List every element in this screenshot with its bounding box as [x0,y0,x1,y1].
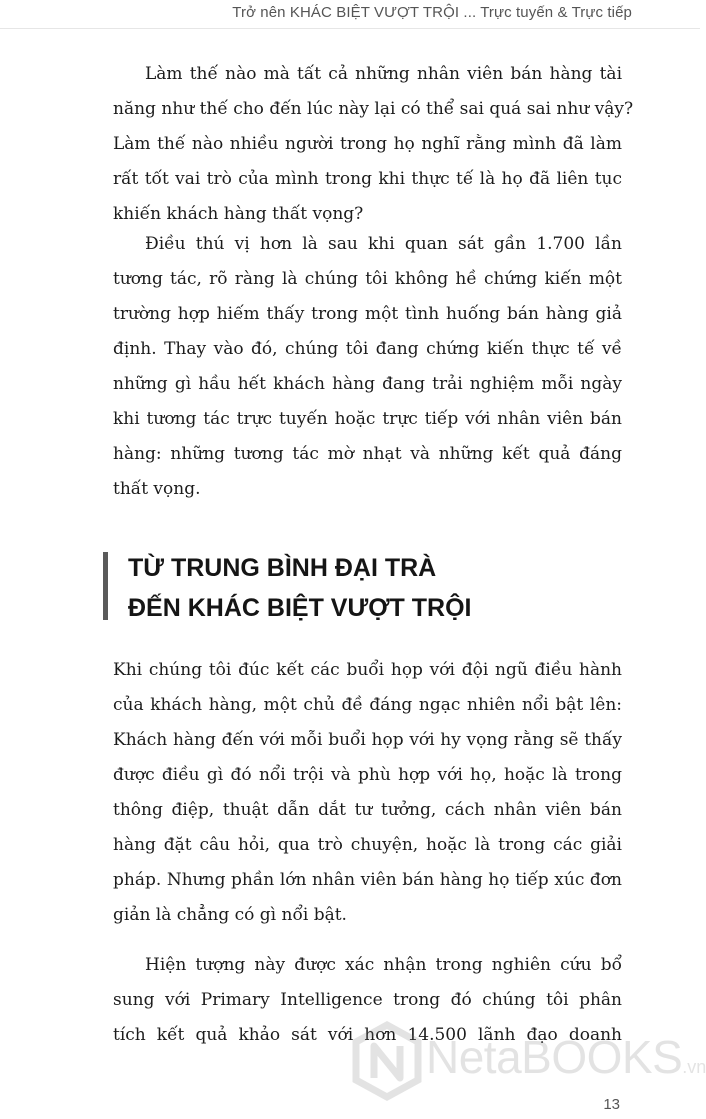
netabooks-logo-icon [352,1022,422,1100]
watermark-text [426,1030,706,1084]
text-line: Điều thú vị hơn là sau khi quan sát gần 1.700 lần [145,234,622,254]
running-header: Trở nên KHÁC BIỆT VƯỢT TRỘI ... Trực tuyến & Trực tiếp [232,4,632,21]
text-line: Làm thế nào nhiều người trong họ nghĩ rằng mình đã làm [113,134,622,154]
text-line: Hiện tượng này được xác nhận trong nghiên cứu bổ [145,955,622,975]
section-heading-line: TỪ TRUNG BÌNH ĐẠI TRÀ [128,554,437,582]
text-line: thông điệp, thuật dẫn dắt tư tưởng, cách nhân viên bán [113,800,622,820]
text-line: Khách hàng đến với mỗi buổi họp với hy vọng rằng sẽ thấy [113,730,622,750]
text-line: Khi chúng tôi đúc kết các buổi họp với đội ngũ điều hành [113,660,622,680]
text-line: rất tốt vai trò của mình trong khi thực tế là họ đã liên tục [113,169,622,189]
text-line: được điều gì đó nổi trội và phù hợp với họ, hoặc là trong [113,765,622,785]
text-line: của khách hàng, một chủ đề đáng ngạc nhiên nổi bật lên: [113,695,622,715]
text-line: thất vọng. [113,479,201,499]
paragraph-2 [113,227,622,507]
text-line: sung với Primary Intelligence trong đó chúng tôi phân [113,990,622,1010]
paragraph-1 [113,57,634,232]
text-line: hàng: những tương tác mờ nhạt và những kết quả đáng [113,444,622,464]
text-line: tích kết quả khảo sát với hơn 14.500 lãnh đạo doanh [113,1025,622,1045]
watermark-name: NetaBOOKS [426,1031,683,1083]
text-line: năng như thế cho đến lúc này lại có thể sai quá sai như vậy? [113,99,634,119]
section-heading-bar [103,552,108,620]
page-number: 13 [603,1096,620,1113]
section-heading [128,548,471,628]
header-divider [0,28,700,29]
text-line: những gì hầu hết khách hàng đang trải nghiệm mỗi ngày [113,374,622,394]
watermark-domain: .vn [682,1057,706,1077]
text-line: giản là chẳng có gì nổi bật. [113,905,347,925]
text-line: pháp. Nhưng phần lớn nhân viên bán hàng họ tiếp xúc đơn [113,870,622,890]
text-line: định. Thay vào đó, chúng tôi đang chứng kiến thực tế về [113,339,622,359]
paragraph-3 [113,653,622,933]
section-heading-line: ĐẾN KHÁC BIỆT VƯỢT TRỘI [128,594,472,622]
text-line: trường hợp hiếm thấy trong một tình huống bán hàng giả [113,304,622,324]
publisher-watermark [352,1022,706,1102]
text-line: tương tác, rõ ràng là chúng tôi không hề chứng kiến một [113,269,622,289]
text-line: hàng đặt câu hỏi, qua trò chuyện, hoặc là trong các giải [113,835,622,855]
text-line: Làm thế nào mà tất cả những nhân viên bán hàng tài [145,64,622,84]
text-line: khi tương tác trực tuyến hoặc trực tiếp với nhân viên bán [113,409,622,429]
text-line: khiến khách hàng thất vọng? [113,204,364,224]
